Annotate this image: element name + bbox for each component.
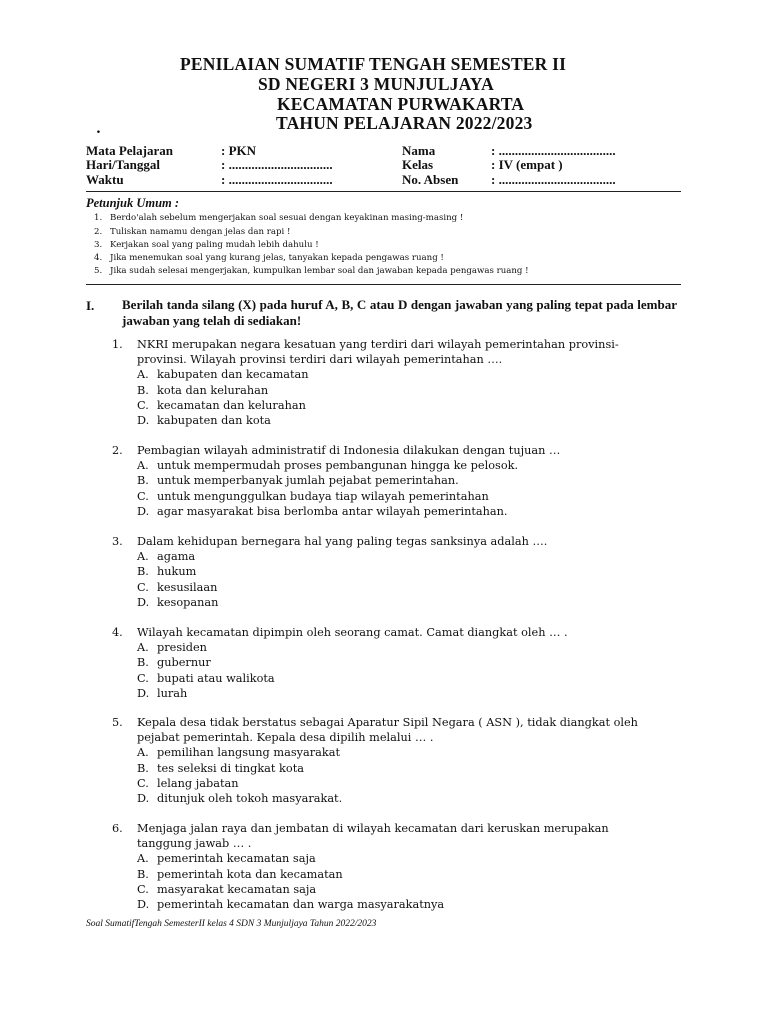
option-c: C. bupati atau walikota: [137, 671, 275, 685]
question-text-line: Dalam kehidupan bernegara hal yang paling tegas sanksinya adalah ….: [137, 535, 548, 548]
option-a: A. agama: [137, 550, 196, 564]
option-b: B. pemerintah kota dan kecamatan: [137, 867, 343, 881]
petunjuk-item: [94, 266, 529, 276]
option-b: B. tes seleksi di tingkat kota: [137, 761, 304, 775]
option-b: B. hukum: [137, 565, 197, 579]
nama-value: : ....................................: [491, 143, 616, 158]
petunjuk-num: 4.: [94, 253, 103, 263]
option-c: C. lelang jabatan: [137, 776, 239, 790]
question-4: [112, 625, 672, 701]
option-d: D. pemerintah kecamatan dan warga masyarakatnya: [137, 898, 445, 912]
option-a: A. kabupaten dan kecamatan: [137, 368, 309, 382]
question-number: 6.: [112, 822, 123, 835]
option-c: C. kesusilaan: [137, 580, 218, 594]
option-b: B. gubernur: [137, 656, 211, 670]
option-b: B. kota dan kelurahan: [137, 383, 269, 397]
option-c: C. untuk mengunggulkan budaya tiap wilayah pemerintahan: [137, 489, 489, 503]
petunjuk-title: Petunjuk Umum :: [86, 196, 180, 210]
question-text-line: Pembagian wilayah administratif di Indonesia dilakukan dengan tujuan …: [137, 444, 561, 457]
petunjuk-divider: [86, 284, 681, 285]
petunjuk-num: 2.: [94, 227, 103, 237]
section-instruction: Berilah tanda silang (X) pada huruf A, B, C atau D dengan jawaban yang paling tepat pada lembar jawaban yang telah di sediakan!: [122, 297, 677, 328]
hari-label: Hari/Tanggal: [86, 157, 160, 172]
petunjuk-item: [94, 240, 319, 250]
question-number: 2.: [112, 444, 123, 457]
petunjuk-text: Jika sudah selesai mengerjakan, kumpulkan lembar soal dan jawaban kepada pengawas ruang !: [110, 266, 529, 276]
petunjuk-num: 3.: [94, 240, 103, 250]
question-2: [112, 443, 672, 519]
kelas-value: : IV (empat ): [491, 157, 563, 172]
question-1: [112, 337, 672, 428]
question-text-line: provinsi. Wilayah provinsi terdiri dari wilayah pemerintahan ….: [137, 353, 503, 367]
question-number: 4.: [112, 626, 123, 639]
option-d: D. lurah: [137, 686, 188, 700]
option-c: C. kecamatan dan kelurahan: [137, 398, 306, 412]
option-c: C. masyarakat kecamatan saja: [137, 882, 317, 896]
hari-value: : ................................: [221, 157, 333, 172]
question-number: 5.: [112, 716, 123, 729]
title-line-4: TAHUN PELAJARAN 2022/2023: [276, 113, 533, 133]
option-d: D. agar masyarakat bisa berlomba antar wilayah pemerintahan.: [137, 504, 508, 518]
petunjuk-text: Tuliskan namamu dengan jelas dan rapi !: [110, 227, 291, 237]
section-number: I.: [86, 298, 95, 313]
title-line-3: KECAMATAN PURWAKARTA: [277, 94, 525, 114]
question-3: [112, 534, 672, 610]
mapel-label: Mata Pelajaran: [86, 143, 174, 158]
option-a: A. pemilihan langsung masyarakat: [137, 746, 340, 760]
absen-value: : ....................................: [491, 172, 616, 187]
option-a: A. pemerintah kecamatan saja: [137, 852, 316, 866]
option-d: D. ditunjuk oleh tokoh masyarakat.: [137, 792, 343, 806]
option-a: A. presiden: [137, 641, 207, 655]
question-5: [112, 715, 672, 806]
petunjuk-num: 5.: [94, 266, 103, 276]
question-number: 3.: [112, 535, 123, 548]
waktu-label: Waktu: [86, 172, 124, 187]
petunjuk-item: [94, 213, 463, 223]
petunjuk-text: Kerjakan soal yang paling mudah lebih dahulu !: [110, 240, 319, 250]
question-6: [112, 821, 672, 912]
nama-label: Nama: [402, 143, 436, 158]
petunjuk-num: 1.: [94, 213, 103, 223]
petunjuk-item: [94, 227, 290, 237]
title-line-1: PENILAIAN SUMATIF TENGAH SEMESTER II: [180, 54, 567, 74]
question-number: 1.: [112, 338, 123, 351]
question-text-line: tanggung jawab … .: [137, 837, 252, 851]
option-d: D. kesopanan: [137, 595, 219, 609]
stray-dot: .: [96, 121, 101, 137]
top-divider: [86, 191, 681, 192]
option-a: A. untuk mempermudah proses pembangunan hingga ke pelosok.: [137, 459, 519, 473]
petunjuk-text: Jika menemukan soal yang kurang jelas, tanyakan kepada pengawas ruang !: [110, 253, 444, 263]
page-footer: Soal SumatifTengah SemesterII kelas 4 SDN 3 Munjuljaya Tahun 2022/2023: [86, 919, 377, 929]
option-b: B. untuk memperbanyak jumlah pejabat pemerintahan.: [137, 474, 459, 488]
question-text-line: NKRI merupakan negara kesatuan yang terdiri dari wilayah pemerintahan provinsi-: [137, 338, 619, 351]
question-text-line: pejabat pemerintah. Kepala desa dipilih melalui … .: [137, 731, 434, 745]
question-text-line: Wilayah kecamatan dipimpin oleh seorang camat. Camat diangkat oleh … .: [137, 626, 568, 639]
petunjuk-text: Berdo'alah sebelum mengerjakan soal sesuai dengan keyakinan masing-masing !: [110, 213, 464, 223]
waktu-value: : ................................: [221, 172, 333, 187]
mapel-value: : PKN: [221, 143, 257, 158]
question-text-line: Menjaga jalan raya dan jembatan di wilayah kecamatan dari keruskan merupakan: [137, 822, 609, 835]
petunjuk-item: [94, 253, 444, 263]
question-text-line: Kepala desa tidak berstatus sebagai Aparatur Sipil Negara ( ASN ), tidak diangkat oleh: [137, 716, 638, 729]
title-line-2: SD NEGERI 3 MUNJULJAYA: [258, 74, 494, 94]
option-d: D. kabupaten dan kota: [137, 414, 271, 428]
absen-label: No. Absen: [402, 172, 459, 187]
kelas-label: Kelas: [402, 157, 434, 172]
